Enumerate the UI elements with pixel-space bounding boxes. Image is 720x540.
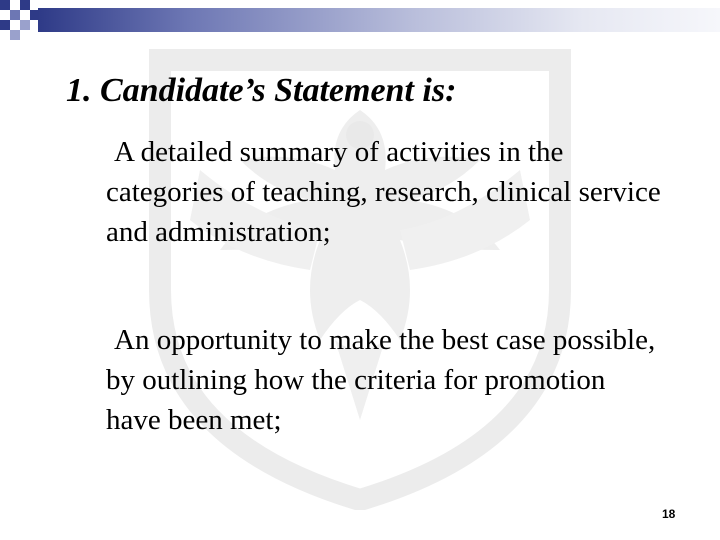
top-gradient-band bbox=[38, 8, 720, 32]
paragraph-summary: A detailed summary of activities in the categories of teaching, research, clinical service and administration; bbox=[106, 136, 661, 248]
slide-title: 1. Candidate’s Statement is: bbox=[66, 72, 457, 109]
page-number: 18 bbox=[662, 507, 676, 521]
paragraph-opportunity: An opportunity to make the best case possible, by outlining how the criteria for promotion have been met; bbox=[106, 324, 656, 436]
